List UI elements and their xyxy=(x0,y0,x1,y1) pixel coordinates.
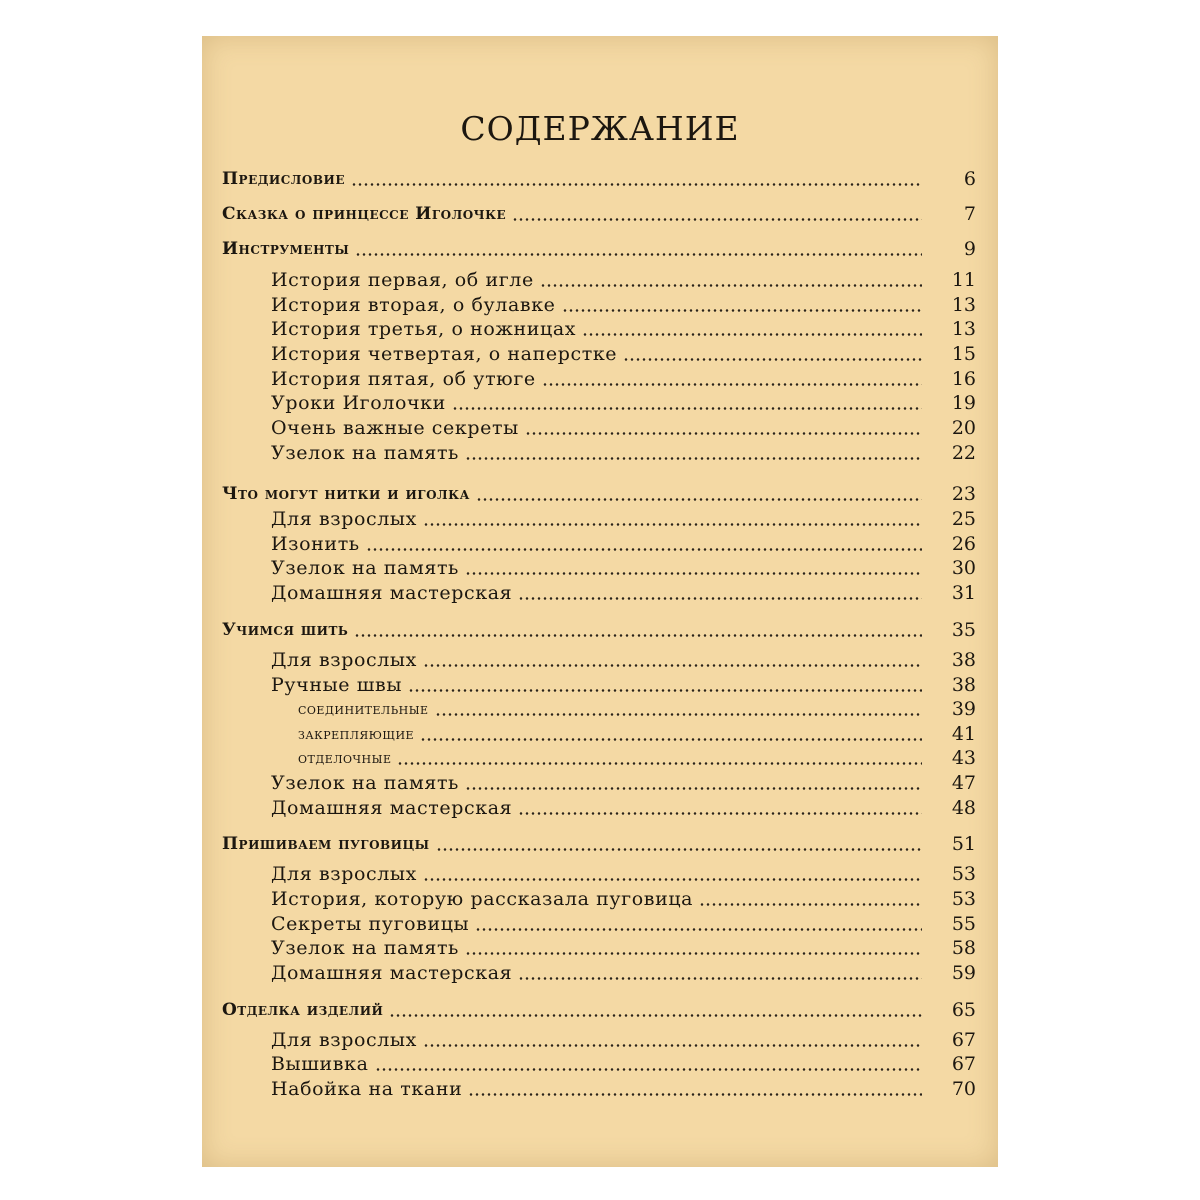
dot-leader xyxy=(408,689,922,692)
toc-entry-label: Для взрослых xyxy=(271,649,417,671)
toc-entry-page: 35 xyxy=(951,619,976,641)
toc-entry-label: соединительные xyxy=(298,700,429,718)
dot-leader xyxy=(436,848,922,851)
dot-leader xyxy=(423,523,922,526)
toc-entry xyxy=(202,292,998,318)
toc-entry xyxy=(202,672,998,698)
toc-entry-page: 39 xyxy=(951,698,976,720)
toc-entry-page: 55 xyxy=(951,913,976,935)
dot-leader xyxy=(525,432,922,435)
dot-leader xyxy=(518,812,922,815)
dot-leader xyxy=(435,713,922,716)
toc-entry xyxy=(202,531,998,557)
toc-entry-page: 11 xyxy=(951,269,976,291)
toc-entry xyxy=(202,617,998,643)
book-page xyxy=(202,36,998,1167)
toc-entry xyxy=(202,440,998,466)
toc-entry-label: Для взрослых xyxy=(271,508,417,530)
dot-leader xyxy=(468,1093,922,1096)
toc-entry xyxy=(202,415,998,441)
toc-entry-label: Для взрослых xyxy=(271,1029,417,1051)
toc-entry xyxy=(202,795,998,821)
dot-leader xyxy=(699,903,922,906)
toc-entry-page: 41 xyxy=(951,723,976,745)
toc-entry-page: 58 xyxy=(951,937,976,959)
toc-entry-page: 67 xyxy=(951,1029,976,1051)
toc-entry-page: 51 xyxy=(951,833,976,855)
dot-leader xyxy=(354,634,922,637)
toc-entry-label: Отделка изделий xyxy=(222,1000,384,1020)
toc-entry-label: История третья, о ножницах xyxy=(271,318,577,340)
dot-leader xyxy=(540,284,922,287)
toc-entry-page: 19 xyxy=(951,392,976,414)
toc-entry xyxy=(202,390,998,416)
toc-entry-label: История пятая, об утюге xyxy=(271,368,536,390)
toc-entry-label: История четвертая, о наперстке xyxy=(271,343,618,365)
toc-entry-label: Пришиваем пуговицы xyxy=(222,834,430,854)
toc-entry xyxy=(202,481,998,507)
toc-entry-page: 30 xyxy=(951,557,976,579)
toc-entry-page: 13 xyxy=(951,318,976,340)
toc-entry xyxy=(202,696,998,722)
toc-entry xyxy=(202,721,998,747)
dot-leader xyxy=(476,498,922,501)
toc-entry-page: 31 xyxy=(951,582,976,604)
toc-entry-page: 59 xyxy=(951,962,976,984)
dot-leader xyxy=(351,183,922,186)
toc-entry-label: Очень важные секреты xyxy=(271,417,519,439)
toc-entry-page: 47 xyxy=(951,772,976,794)
toc-entry xyxy=(202,166,998,192)
toc-entry xyxy=(202,366,998,392)
toc-entry-page: 26 xyxy=(951,533,976,555)
dot-leader xyxy=(512,218,922,221)
dot-leader xyxy=(562,309,922,312)
toc-entry-page: 9 xyxy=(963,238,976,260)
toc-entry-label: Секреты пуговицы xyxy=(271,913,470,935)
toc-entry-label: Домашняя мастерская xyxy=(271,797,513,819)
toc-entry xyxy=(202,861,998,887)
toc-entry xyxy=(202,1076,998,1102)
toc-entry-page: 23 xyxy=(951,483,976,505)
dot-leader xyxy=(397,762,922,765)
toc-entry-page: 20 xyxy=(951,417,976,439)
dot-leader xyxy=(423,1044,922,1047)
toc-entry-page: 16 xyxy=(951,368,976,390)
toc-entry-label: Набойка на ткани xyxy=(271,1078,463,1100)
toc-entry xyxy=(202,1051,998,1077)
toc-entry-label: Учимся шить xyxy=(222,620,349,640)
toc-entry-label: Узелок на память xyxy=(271,442,460,464)
toc-entry-page: 6 xyxy=(963,168,976,190)
toc-entry-label: Узелок на память xyxy=(271,937,460,959)
toc-entry xyxy=(202,997,998,1023)
toc-entry xyxy=(202,647,998,673)
toc-entry-label: Для взрослых xyxy=(271,863,417,885)
toc-entry-label: История вторая, о булавке xyxy=(271,294,556,316)
toc-entry-label: Домашняя мастерская xyxy=(271,582,513,604)
toc-entry-label: Ручные швы xyxy=(271,674,403,696)
dot-leader xyxy=(423,664,922,667)
dot-leader xyxy=(420,738,922,741)
toc-entry-page: 38 xyxy=(951,674,976,696)
table-of-contents xyxy=(202,36,998,1167)
dot-leader xyxy=(465,952,922,955)
toc-entry-page: 53 xyxy=(951,888,976,910)
toc-entry xyxy=(202,1027,998,1053)
toc-entry-label: Узелок на память xyxy=(271,557,460,579)
dot-leader xyxy=(389,1014,922,1017)
toc-entry-label: История, которую рассказала пуговица xyxy=(271,888,694,910)
toc-entry xyxy=(202,555,998,581)
toc-entry xyxy=(202,580,998,606)
dot-leader xyxy=(582,333,922,336)
dot-leader xyxy=(366,548,922,551)
dot-leader xyxy=(375,1068,922,1071)
toc-entry-label: Изонить xyxy=(271,533,360,555)
dot-leader xyxy=(452,407,922,410)
dot-leader xyxy=(423,878,922,881)
toc-entry xyxy=(202,341,998,367)
toc-entry-label: Инструменты xyxy=(222,239,350,259)
toc-entry xyxy=(202,745,998,771)
toc-entry-page: 48 xyxy=(951,797,976,819)
page-title: СОДЕРЖАНИЕ xyxy=(460,109,740,148)
dot-leader xyxy=(518,977,922,980)
toc-entry-label: Сказка о принцессе Иголочке xyxy=(222,204,507,224)
toc-entry-label: Домашняя мастерская xyxy=(271,962,513,984)
toc-entry-label: Что могут нитки и иголка xyxy=(222,484,470,504)
toc-entry-page: 25 xyxy=(951,508,976,530)
dot-leader xyxy=(465,457,922,460)
toc-entry-label: История первая, об игле xyxy=(271,269,534,291)
dot-leader xyxy=(465,572,922,575)
dot-leader xyxy=(623,358,922,361)
toc-entry-page: 43 xyxy=(951,747,976,769)
toc-entry-page: 53 xyxy=(951,863,976,885)
dot-leader xyxy=(475,928,922,931)
toc-entry xyxy=(202,201,998,227)
toc-entry xyxy=(202,770,998,796)
toc-entry xyxy=(202,886,998,912)
toc-entry-page: 22 xyxy=(951,442,976,464)
toc-entry-page: 67 xyxy=(951,1053,976,1075)
dot-leader xyxy=(355,253,922,256)
toc-entry xyxy=(202,911,998,937)
dot-leader xyxy=(542,383,922,386)
toc-entry xyxy=(202,960,998,986)
toc-entry-label: отделочные xyxy=(298,749,392,767)
dot-leader xyxy=(518,597,922,600)
toc-entry xyxy=(202,267,998,293)
toc-entry-page: 15 xyxy=(951,343,976,365)
toc-entry-page: 70 xyxy=(951,1078,976,1100)
toc-entry xyxy=(202,236,998,262)
toc-entry xyxy=(202,506,998,532)
toc-entry-label: закрепляющие xyxy=(298,725,415,743)
toc-entry xyxy=(202,935,998,961)
toc-entry-page: 13 xyxy=(951,294,976,316)
toc-entry xyxy=(202,316,998,342)
toc-entry-label: Предисловие xyxy=(222,169,345,189)
toc-entry-label: Вышивка xyxy=(271,1053,369,1075)
toc-entry-label: Узелок на память xyxy=(271,772,460,794)
toc-entry-page: 38 xyxy=(951,649,976,671)
toc-entry-page: 65 xyxy=(951,999,976,1021)
toc-entry xyxy=(202,831,998,857)
dot-leader xyxy=(465,787,922,790)
toc-entry-page: 7 xyxy=(963,203,976,225)
toc-entry-label: Уроки Иголочки xyxy=(271,392,446,414)
